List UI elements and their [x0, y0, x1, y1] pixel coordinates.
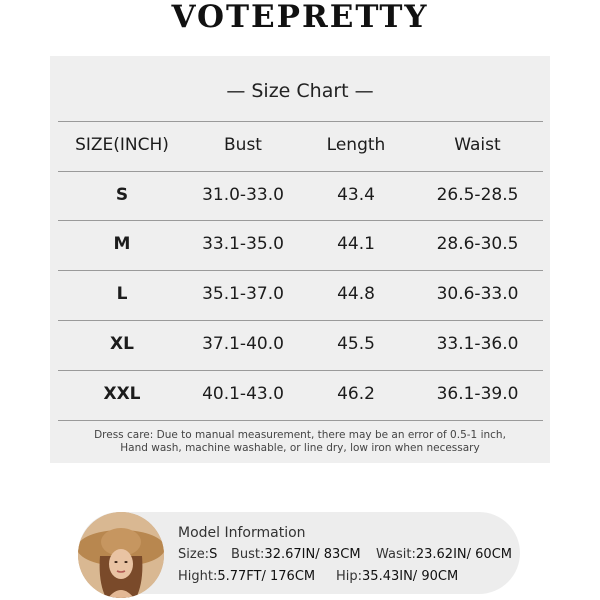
size-chart-title: — Size Chart — — [226, 80, 374, 102]
care-line: Dress care: Due to manual measurement, there may be an error of 0.5-1 inch, — [94, 429, 506, 441]
length-cell: 44.8 — [337, 284, 375, 304]
header-length: Length — [326, 135, 386, 155]
table-row — [58, 320, 543, 369]
size-cell: XL — [110, 334, 134, 354]
length-cell: 45.5 — [337, 334, 375, 354]
model-waist — [376, 546, 512, 564]
model-info-title: Model Information — [178, 525, 306, 541]
model-height — [178, 568, 315, 586]
bust-cell: 31.0-33.0 — [202, 185, 284, 205]
bust-cell: 33.1-35.0 — [202, 234, 284, 254]
waist-cell: 28.6-30.5 — [436, 234, 519, 254]
table-row — [58, 370, 543, 419]
waist-cell: 33.1-36.0 — [436, 334, 519, 354]
size-cell: L — [116, 284, 128, 304]
hip-value: 35.43IN/ 90CM — [362, 569, 459, 584]
table-row — [58, 270, 543, 319]
size-cell: M — [113, 234, 131, 254]
model-photo — [78, 512, 164, 598]
dress-care-note — [50, 429, 550, 455]
height-label: Hight: — [178, 569, 218, 584]
table-row — [58, 220, 543, 269]
height-value: 5.77FT/ 176CM — [217, 569, 316, 584]
bust-cell: 37.1-40.0 — [202, 334, 284, 354]
hip-label: Hip: — [336, 569, 363, 584]
size-label: Size: — [178, 547, 210, 562]
waist-label: Wasit: — [376, 547, 416, 562]
length-cell: 43.4 — [337, 185, 375, 205]
size-cell: XXL — [103, 384, 141, 404]
waist-cell: 36.1-39.0 — [436, 384, 519, 404]
model-hip — [336, 568, 458, 586]
length-cell: 46.2 — [337, 384, 375, 404]
size-value: S — [209, 547, 218, 562]
brand-logo: VOTEPRETTY — [171, 0, 429, 35]
header-waist: Waist — [454, 135, 501, 155]
table-divider — [58, 420, 543, 421]
bust-value: 32.67IN/ 83CM — [264, 547, 361, 562]
bust-cell: 40.1-43.0 — [202, 384, 284, 404]
waist-value: 23.62IN/ 60CM — [415, 547, 512, 562]
header-bust: Bust — [224, 135, 262, 155]
waist-cell: 30.6-33.0 — [436, 284, 519, 304]
length-cell: 44.1 — [337, 234, 375, 254]
size-cell: S — [115, 185, 129, 205]
bust-label: Bust: — [231, 547, 265, 562]
model-bust — [231, 546, 361, 564]
model-avatar — [78, 512, 164, 598]
header-size: SIZE(INCH) — [75, 135, 169, 155]
table-row — [58, 171, 543, 220]
bust-cell: 35.1-37.0 — [202, 284, 284, 304]
size-chart — [50, 56, 550, 463]
table-header-row — [58, 121, 543, 170]
waist-cell: 26.5-28.5 — [436, 185, 519, 205]
care-line: Hand wash, machine washable, or line dry, low iron when necessary — [120, 442, 480, 454]
model-size — [178, 546, 217, 564]
